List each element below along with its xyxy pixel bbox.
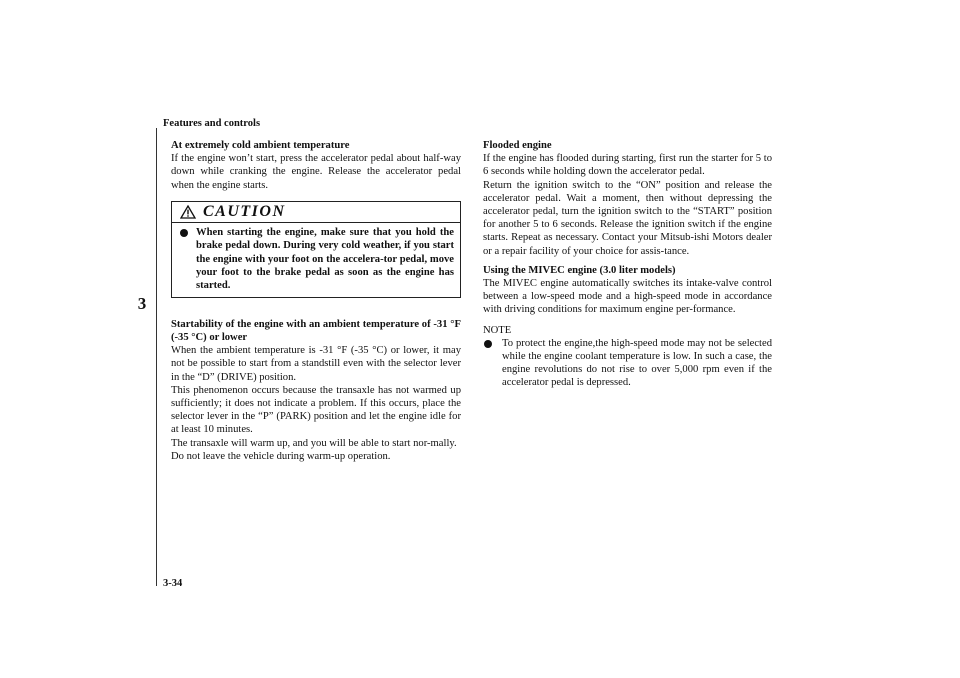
right-column bbox=[483, 139, 772, 390]
bullet-icon bbox=[484, 340, 495, 348]
startability-text-4: Do not leave the vehicle during warm-up operation. bbox=[171, 450, 391, 462]
warning-triangle-icon bbox=[180, 205, 196, 219]
startability-heading: Startability of the engine with an ambient temperature of -31 °F (-35 °C) or lower bbox=[171, 318, 461, 344]
section-header: Features and controls bbox=[163, 118, 261, 129]
caution-header bbox=[172, 202, 460, 223]
mivec-text: The MIVEC engine automatically switches its intake-valve control between a low-speed mode and a high-speed mode in accordance with driving conditions for maximum engine per-formance. bbox=[483, 278, 772, 316]
flooded-engine-text-2: Return the ignition switch to the “ON” position and release the accelerator pedal. Wait a moment, then without depressing the accelerator pedal, turn the ignition switch to the “START” position for another 5 to 6 seconds. Release the ignition switch if the engine starts. Repeat as necessary. Contact your Mitsub-ishi Motors dealer or a repair facility of your choice for assis-tance. bbox=[483, 179, 772, 257]
caution-text: When starting the engine, make sure that you hold the brake pedal down. During very cold weather, if you start the engine with your foot on the accelera-tor pedal, move your foot to the brake pedal as soon as the engine has started. bbox=[196, 226, 454, 292]
mivec-heading: Using the MIVEC engine (3.0 liter models) bbox=[483, 264, 676, 276]
chapter-divider bbox=[156, 128, 157, 586]
caution-item bbox=[172, 223, 460, 297]
bullet-icon bbox=[180, 229, 191, 237]
flooded-engine-heading: Flooded engine bbox=[483, 140, 552, 151]
startability-text-1: When the ambient temperature is -31 °F (-35 °C) or lower, it may not be possible to start from a standstill even with the selector lever in the “D” (DRIVE) position. bbox=[171, 345, 461, 383]
startability-text-2: This phenomenon occurs because the transaxle has not warmed up sufficiently; it does not indicate a problem. If this occurs, place the selector lever in the “P” (PARK) position and let the engine idle for at least 10 minutes. bbox=[171, 384, 461, 436]
cold-temperature-text: If the engine won’t start, press the accelerator pedal about half-way down while cranking the engine. Release the accelerator pedal when the engine starts. bbox=[171, 153, 461, 191]
page-number: 3-34 bbox=[163, 578, 183, 589]
cold-temperature-heading: At extremely cold ambient temperature bbox=[171, 140, 350, 151]
chapter-number: 3 bbox=[137, 294, 147, 313]
flooded-engine-text-1: If the engine has flooded during starting, first run the starter for 5 to 6 seconds while holding down the accelerator pedal. bbox=[483, 153, 772, 178]
caution-box bbox=[171, 201, 461, 298]
left-column bbox=[171, 139, 461, 463]
note-item bbox=[483, 337, 772, 390]
note-text: To protect the engine,the high-speed mode may not be selected while the engine coolant temperature is low. In such a case, the engine revolutions do not rise to over 5,000 rpm even if the accelerator pedal is depressed. bbox=[502, 337, 772, 389]
startability-text-3: The transaxle will warm up, and you will be able to start nor-mally. bbox=[171, 437, 457, 449]
note-label: NOTE bbox=[483, 324, 512, 336]
caution-label: CAUTION bbox=[203, 203, 286, 221]
